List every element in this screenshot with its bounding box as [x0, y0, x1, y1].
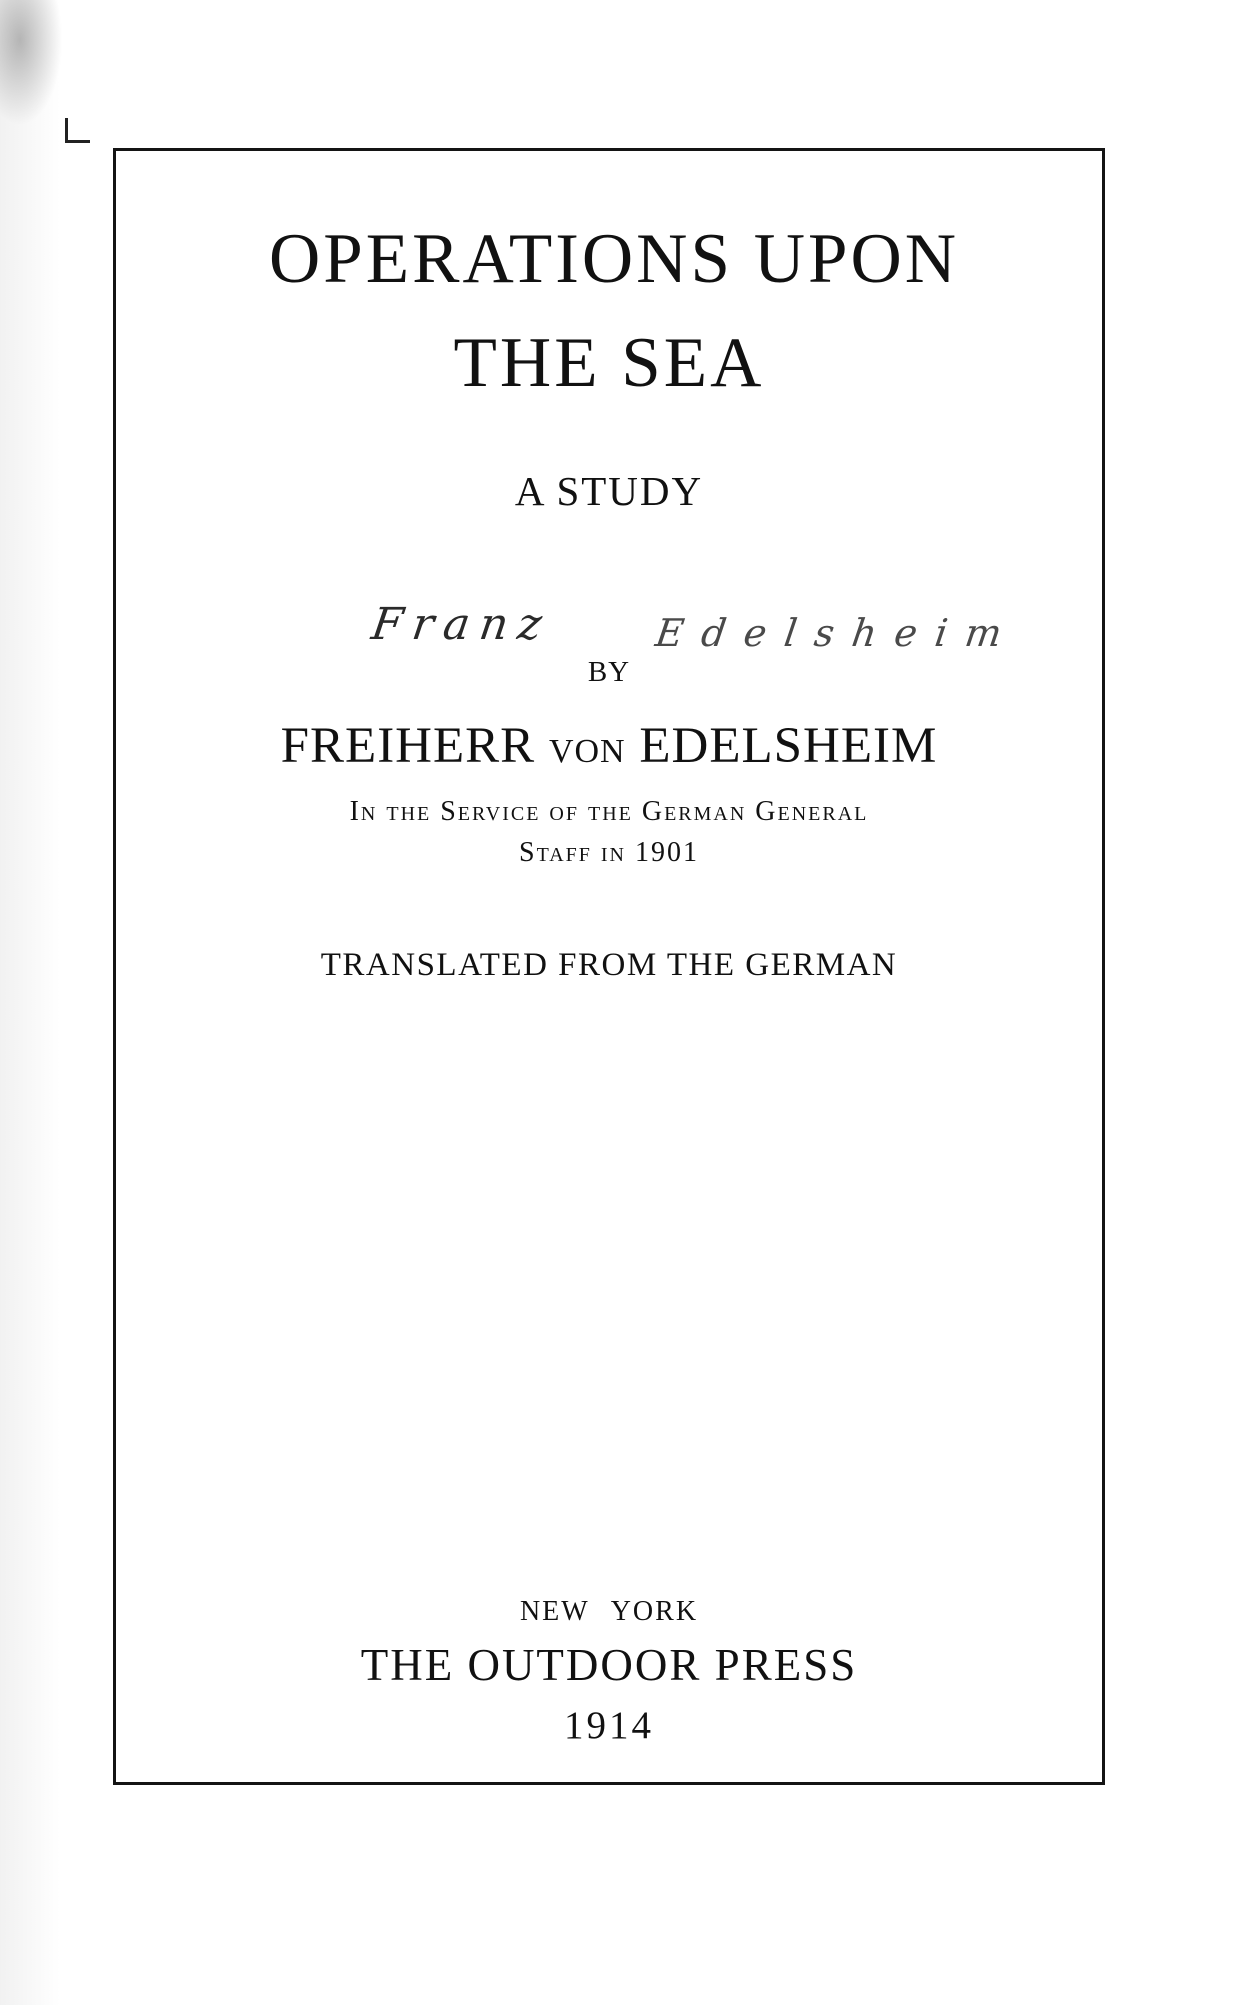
publisher-name: THE OUTDOOR PRESS [360, 1640, 858, 1690]
scan-edge-mark [0, 0, 70, 140]
title-line-2: THE SEA [453, 324, 765, 402]
scan-gutter-shadow [0, 0, 60, 2005]
title-line-1: OPERATIONS UPON [269, 220, 959, 298]
publisher-city-part-2: YORK [610, 1596, 699, 1627]
by-label: BY [587, 656, 631, 688]
affiliation-line-2: Staff in 1901 [519, 837, 699, 868]
author-name [116, 717, 1102, 775]
translation-note: TRANSLATED FROM THE GERMAN [320, 947, 898, 983]
publisher-city [116, 1596, 1102, 1628]
subtitle: A STUDY [514, 468, 704, 514]
author-surname: EDELSHEIM [639, 718, 938, 774]
author-particle: VON [548, 733, 626, 770]
publication-year: 1914 [564, 1704, 654, 1747]
publisher-city-part-1: NEW [519, 1596, 590, 1627]
handwritten-first-name: Franz [368, 599, 555, 650]
handwritten-last-name: Edelsheim [652, 611, 1023, 655]
bracket-mark [65, 118, 90, 143]
title-page-border [113, 148, 1105, 1785]
author-prefix: FREIHERR [280, 718, 536, 774]
affiliation-line-1: In the Service of the German General [349, 796, 869, 827]
